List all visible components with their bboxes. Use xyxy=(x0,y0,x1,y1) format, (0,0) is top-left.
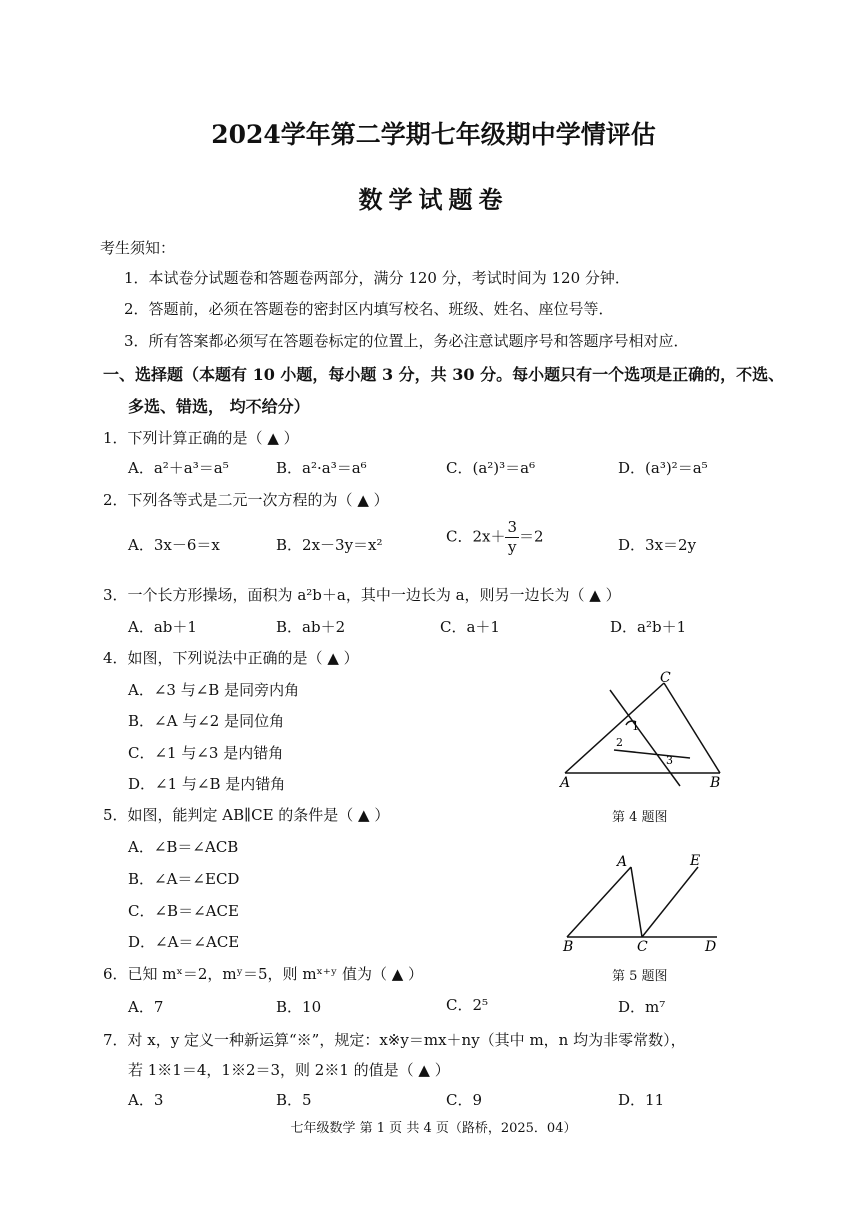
question-stem: 3．一个长方形操场，面积为 a²b＋a，其中一边长为 a，则另一边长为（ ▲ ） xyxy=(103,586,621,604)
question-stem: 4．如图，下列说法中正确的是（ ▲ ） xyxy=(103,649,359,667)
notice-item: 2．答题前，必须在答题卷的密封区内填写校名、班级、姓名、座位号等． xyxy=(124,300,614,318)
label-b: B xyxy=(563,939,574,955)
figure-4-diagram xyxy=(550,670,735,800)
notice-item: 1．本试卷分试题卷和答题卷两部分，满分 120 分，考试时间为 120 分钟． xyxy=(124,269,630,287)
fraction-numerator: 3 xyxy=(507,518,518,536)
label-b: B xyxy=(710,775,721,791)
angle-label-3: 3 xyxy=(666,754,673,767)
notice-heading: 考生须知： xyxy=(100,239,176,257)
figure-5-caption: 第 5 题图 xyxy=(612,969,668,984)
question-stem: 1．下列计算正确的是（ ▲ ） xyxy=(103,429,299,447)
option-d: D．m⁷ xyxy=(618,998,666,1016)
option-b: B．10 xyxy=(276,998,322,1016)
option-c: C．(a²)³＝a⁶ xyxy=(446,459,536,477)
label-a: A xyxy=(617,854,628,870)
page-footer: 七年级数学 第 1 页 共 4 页（路桥，2025．04） xyxy=(290,1121,577,1136)
question-stem: 7．对 x，y 定义一种新运算“※”，规定：x※y＝mx＋ny（其中 m，n 均为非零常数）， xyxy=(103,1031,686,1049)
option-b: B．ab＋2 xyxy=(276,618,346,636)
transversal-line xyxy=(614,750,690,758)
option-c: C．∠1 与∠3 是内错角 xyxy=(128,744,284,762)
label-e: E xyxy=(690,853,701,869)
page-title: 2024学年第二学期七年级期中学情评估 xyxy=(211,120,656,149)
section-heading: 一、选择题（本题有 10 小题，每小题 3 分，共 30 分。每小题只有一个选项是正确的，不选、 xyxy=(103,365,785,384)
option-d: D．3x＝2y xyxy=(618,536,697,554)
section-heading-continued: 多选、错选， 均不给分） xyxy=(128,397,310,416)
page-subtitle: 数学试题卷 xyxy=(358,185,509,214)
option-c xyxy=(446,520,544,555)
segment-ba xyxy=(567,867,631,937)
option-b: B．5 xyxy=(276,1091,312,1109)
segment-ce xyxy=(642,867,698,937)
fraction xyxy=(505,520,519,555)
label-c: C xyxy=(637,939,648,955)
angle-label-2: 2 xyxy=(616,736,623,749)
option-b: B．∠A＝∠ECD xyxy=(128,870,240,888)
option-b: B．2x－3y＝x² xyxy=(276,536,383,554)
segment-ac xyxy=(631,867,642,937)
option-b: B．∠A 与∠2 是同位角 xyxy=(128,712,285,730)
option-d: D．∠1 与∠B 是内错角 xyxy=(128,775,286,793)
label-c: C xyxy=(660,670,671,686)
option-d: D．∠A＝∠ACE xyxy=(128,933,240,951)
notice-item: 3．所有答案都必须写在答题卷标定的位置上，务必注意试题序号和答题序号相对应． xyxy=(124,332,689,350)
question-stem: 6．已知 mˣ＝2，mʸ＝5，则 mˣ⁺ʸ 值为（ ▲ ） xyxy=(103,965,424,983)
option-b: B．a²·a³＝a⁶ xyxy=(276,459,367,477)
question-stem: 2．下列各等式是二元一次方程的为（ ▲ ） xyxy=(103,491,389,509)
option-d: D．(a³)²＝a⁵ xyxy=(618,459,708,477)
figure-4-caption: 第 4 题图 xyxy=(612,810,668,825)
figure-5-diagram xyxy=(555,850,730,960)
fraction-denominator: y xyxy=(508,538,517,556)
label-d: D xyxy=(705,939,717,955)
option-d: D．a²b＋1 xyxy=(610,618,687,636)
option-a: A．∠3 与∠B 是同旁内角 xyxy=(128,681,300,699)
option-c: C．a＋1 xyxy=(440,618,500,636)
option-c: C．2⁵ xyxy=(446,996,489,1014)
option-d: D．11 xyxy=(618,1091,665,1109)
angle-label-1: 1 xyxy=(632,720,639,733)
option-a: A．ab＋1 xyxy=(128,618,197,636)
option-a: A．a²＋a³＝a⁵ xyxy=(128,459,229,477)
option-a: A．7 xyxy=(128,998,164,1016)
option-a: A．∠B＝∠ACB xyxy=(128,838,239,856)
option-c-prefix: C．2x＋ xyxy=(446,527,506,546)
option-a: A．3 xyxy=(128,1091,164,1109)
label-a: A xyxy=(560,775,571,791)
option-c-suffix: ＝2 xyxy=(519,527,544,546)
option-a: A．3x－6＝x xyxy=(128,536,220,554)
question-stem: 5．如图，能判定 AB∥CE 的条件是（ ▲ ） xyxy=(103,806,390,824)
question-stem-continued: 若 1※1＝4，1※2＝3，则 2※1 的值是（ ▲ ） xyxy=(128,1061,450,1079)
option-c: C．∠B＝∠ACE xyxy=(128,902,239,920)
option-c: C．9 xyxy=(446,1091,483,1109)
